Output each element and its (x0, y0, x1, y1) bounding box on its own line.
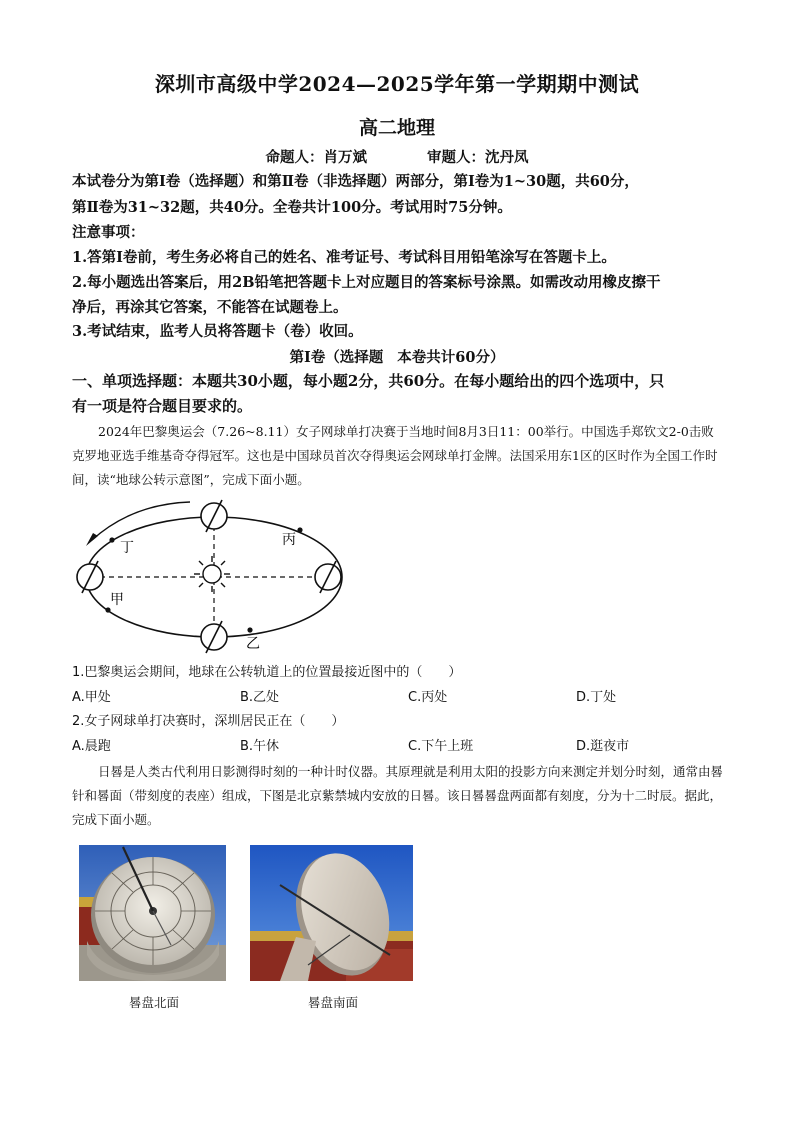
dot-jia (105, 607, 110, 612)
dot-yi (247, 627, 252, 632)
q2-option-a[interactable]: A.晨跑 (72, 739, 111, 754)
dot-bing (297, 527, 302, 532)
subject-title: 高二地理 (358, 117, 435, 139)
q2-option-d[interactable]: D.逛夜市 (576, 739, 630, 754)
label-yi: 乙 (246, 636, 260, 652)
instructions-line-2: 第Ⅱ卷为31~32题，共40分。全卷共计100分。考试用时75分钟。 (72, 199, 512, 216)
q2-option-b[interactable]: B.午休 (240, 739, 280, 754)
label-ding: 丁 (120, 540, 134, 556)
caption-north: 晷盘北面 (128, 995, 179, 1010)
direction-arrow-head (86, 533, 98, 546)
q1-option-d[interactable]: D.丁处 (576, 690, 617, 705)
q1-option-a[interactable]: A.甲处 (72, 690, 111, 705)
direction-arrow (92, 502, 190, 540)
label-jia: 甲 (110, 592, 124, 608)
earth-revolution-diagram (72, 492, 362, 660)
earth-left (77, 561, 103, 593)
section-heading (0, 346, 794, 367)
earth-bottom (201, 621, 227, 653)
exam-title: 深圳市高级中学2024—2025学年第一学期期中测试 (154, 72, 640, 96)
sun-icon (194, 556, 230, 592)
sundial-north-photo (79, 845, 226, 981)
section-heading-a: 第Ⅰ卷（选择题 (289, 349, 384, 366)
reviewer: 审题人：沈丹凤 (427, 149, 529, 166)
instructions-line-1: 本试卷分为第Ⅰ卷（选择题）和第Ⅱ卷（非选择题）两部分，第Ⅰ卷为1~30题，共60分， (72, 173, 639, 190)
q1-option-c[interactable]: C.丙处 (408, 690, 448, 705)
passage-olympics: 2024年巴黎奥运会（7.26~8.11）女子网球单打决赛于当地时间8月3日11：00举行。中国选手郑钦文2-0击败克罗地亚选手维基奇夺得冠军。这也是中国球员首次夺得奥运会网球单打金牌。法国采用东1区的区时作为全国工作时间，读“地球公转示意图”，完成下面小题。 (72, 424, 718, 487)
caption-south: 晷盘南面 (307, 995, 358, 1010)
note-1: 1.答第Ⅰ卷前，考生务必将自己的姓名、准考证号、考试科目用铅笔涂写在答题卡上。 (72, 249, 616, 266)
note-3: 3.考试结束，监考人员将答题卡（卷）收回。 (72, 323, 363, 340)
earth-right (315, 561, 341, 593)
q1-option-b[interactable]: B.乙处 (240, 690, 280, 705)
setter: 命题人：肖万斌 (265, 149, 367, 166)
sundial-south-photo (250, 845, 413, 981)
dot-ding (109, 537, 114, 542)
part-line-2: 有一项是符合题目要求的。 (72, 397, 253, 415)
question-1-stem: 1.巴黎奥运会期间，地球在公转轨道上的位置最接近图中的（ ） (72, 665, 462, 680)
section-heading-b: 本卷共计60分） (397, 349, 505, 366)
notes-label: 注意事项： (72, 224, 145, 241)
earth-top (201, 500, 227, 532)
authors-line (0, 146, 794, 167)
label-bing: 丙 (282, 532, 296, 548)
q2-option-c[interactable]: C.下午上班 (408, 739, 474, 754)
part-line-1: 一、单项选择题：本题共30小题，每小题2分，共60分。在每小题给出的四个选项中，只 (72, 372, 665, 390)
note-2a: 2.每小题选出答案后，用2B铅笔把答题卡上对应题目的答案标号涂黑。如需改动用橡皮擦干 (72, 274, 661, 291)
passage-sundial: 日晷是人类古代利用日影测得时刻的一种计时仪器。其原理就是利用太阳的投影方向来测定并划分时刻，通常由晷针和晷面（带刻度的表座）组成，下图是北京紫禁城内安放的日晷。该日晷晷盘两面都有刻度，分为十二时辰。据此，完成下面小题。 (72, 764, 724, 827)
question-2-stem: 2.女子网球单打决赛时，深圳居民正在（ ） (72, 714, 345, 729)
note-2b: 净后，再涂其它答案，不能答在试题卷上。 (72, 299, 348, 316)
